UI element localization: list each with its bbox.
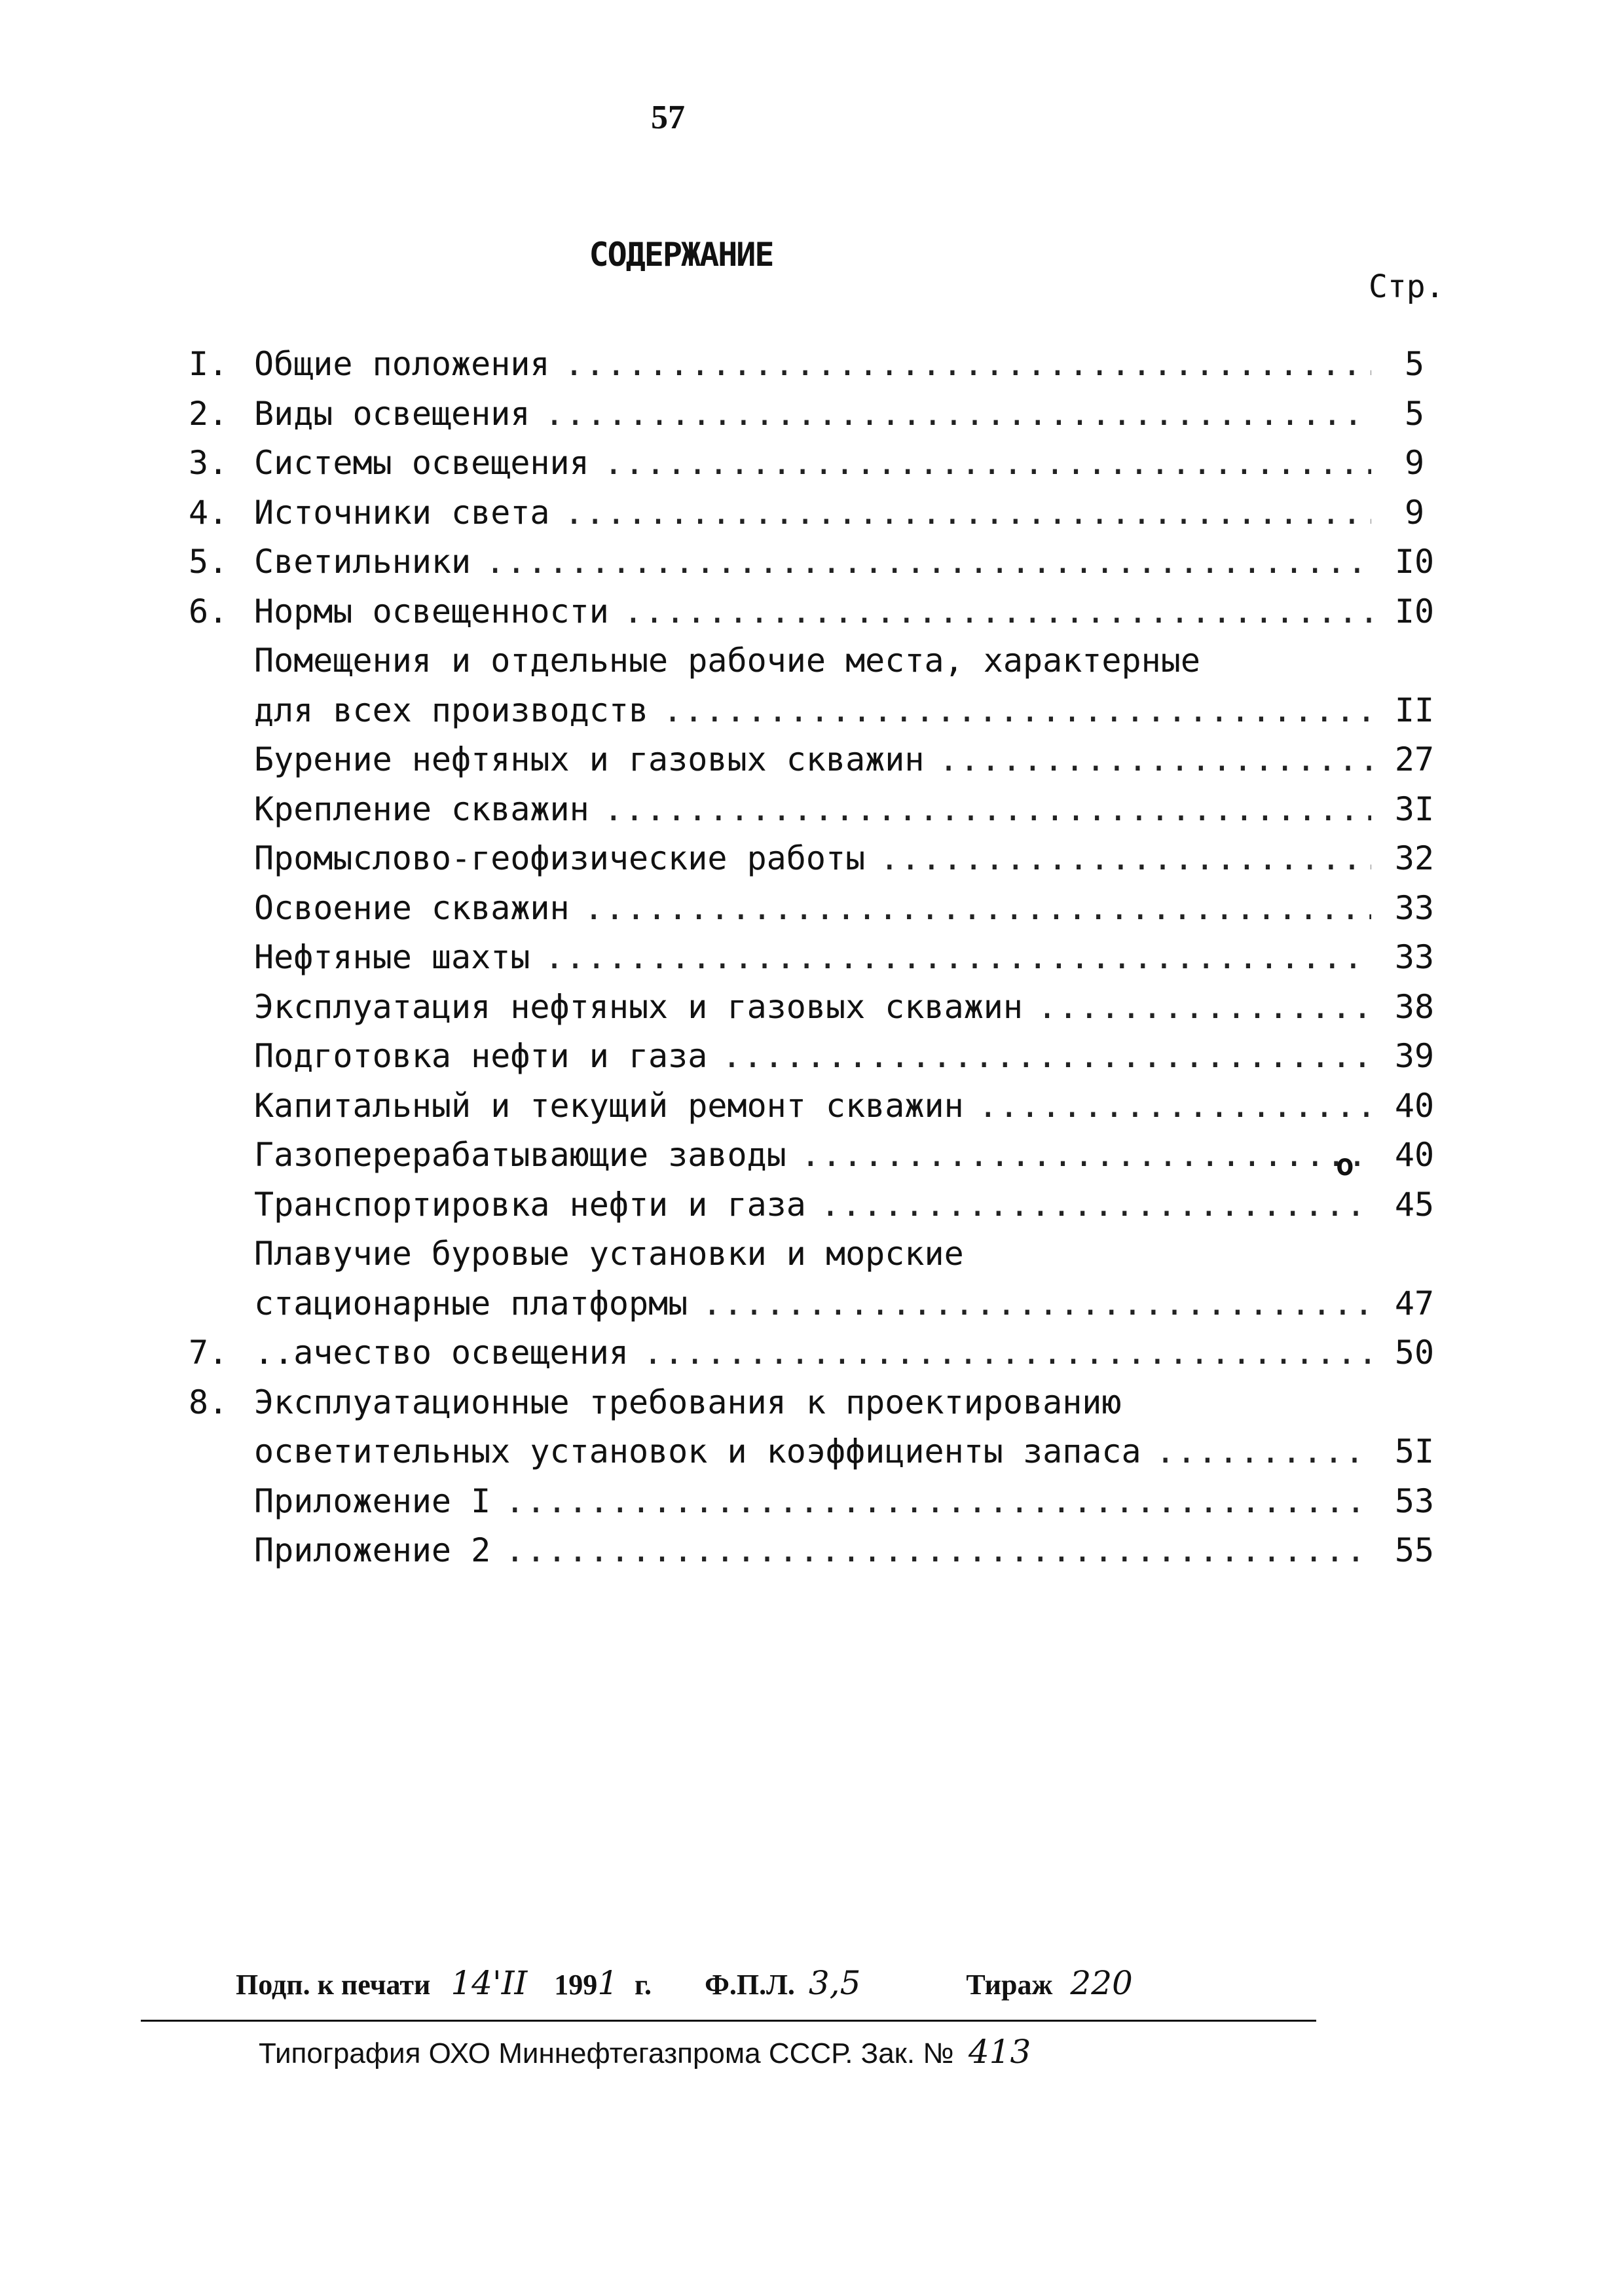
toc-entry (189, 1081, 1446, 1131)
toc-entry-page: 50 (1394, 1334, 1435, 1372)
toc-leader-dots (604, 438, 1371, 488)
toc-entry (189, 1229, 1446, 1279)
toc-entry (189, 1031, 1446, 1081)
toc-entry-title: Эксплуатация нефтяных и газовых скважин (254, 987, 1023, 1026)
print-run-value: 220 (1070, 1964, 1133, 2002)
toc-entry (189, 488, 1446, 538)
toc-leader-dots (939, 735, 1372, 784)
toc-entry (189, 735, 1446, 784)
toc-entry-title: Транспортировка нефти и газа (254, 1185, 806, 1224)
toc-entry-title: Виды освещения (254, 394, 530, 433)
toc-entry-title: Источники света (254, 493, 550, 532)
year-prefix: 199 (554, 1969, 598, 2001)
toc-entry-title: Помещения и отдельные рабочие места, характерные (254, 642, 1200, 680)
toc-entry-number: 3. (189, 444, 229, 482)
printer-line: Типография ОХО Миннефтегазпрома СССР. Зак. № (259, 2037, 954, 2069)
toc-entry-title: стационарные платформы (254, 1284, 688, 1322)
toc-entry-title: для всех производств (254, 691, 649, 729)
toc-entry-title: Промыслово-геофизические работы (254, 839, 866, 877)
toc-entry (189, 537, 1446, 587)
toc-entry-page: 55 (1394, 1531, 1435, 1569)
toc-entry-page: 27 (1394, 740, 1435, 778)
toc-entry (189, 1328, 1446, 1377)
toc-entry-title: Бурение нефтяных и газовых скважин (254, 740, 925, 778)
toc-entry (189, 1476, 1446, 1526)
toc-entry (189, 636, 1446, 685)
toc-entry-number: 4. (189, 493, 229, 532)
toc-entry-page: 5 (1404, 345, 1425, 383)
toc-leader-dots (663, 685, 1371, 735)
toc-entry (189, 1525, 1446, 1575)
toc-leader-dots (485, 537, 1371, 587)
year-suffix: 1 (597, 1964, 619, 2002)
toc-entry (189, 389, 1446, 439)
toc-entry (189, 1180, 1446, 1230)
toc-entry-title: Приложение I (254, 1482, 491, 1520)
signed-date: 14'II (451, 1964, 528, 2002)
toc-entry-title: Плавучие буровые установки и морские (254, 1235, 964, 1273)
toc-entry (189, 587, 1446, 636)
toc-entry-page: II (1394, 691, 1435, 729)
toc-leader-dots (604, 784, 1371, 834)
toc-entry (189, 685, 1446, 735)
toc-entry-number: 5. (189, 543, 229, 581)
toc-leader-dots (1156, 1427, 1371, 1476)
year-unit: г. (635, 1969, 652, 2001)
toc-entry-title: Общие положения (254, 345, 550, 383)
toc-entry (189, 883, 1446, 933)
imprint-printer (259, 2033, 1031, 2071)
toc-entry-title: Системы освещения (254, 444, 589, 482)
toc-entry-number: 6. (189, 592, 229, 630)
toc-leader-dots (505, 1525, 1371, 1575)
fpl-label: Ф.П.Л. (705, 1969, 795, 2001)
toc-leader-dots (722, 1031, 1371, 1081)
toc-entry (189, 339, 1446, 389)
toc-entry-title: Капитальный и текущий ремонт скважин (254, 1086, 964, 1125)
page-number: 57 (651, 99, 685, 136)
toc-entry-title: Светильники (254, 543, 471, 581)
toc-entry-number: 8. (189, 1383, 229, 1421)
toc-leader-dots (564, 339, 1371, 389)
toc-leader-dots (801, 1130, 1371, 1180)
toc-entry-page: 53 (1394, 1482, 1435, 1520)
toc-entry-title: Эксплуатационные требования к проектированию (254, 1383, 1122, 1421)
order-number: 413 (968, 2033, 1031, 2071)
toc-leader-dots (505, 1476, 1371, 1526)
toc-leader-dots (978, 1081, 1371, 1131)
toc-entry-page: I0 (1394, 543, 1435, 581)
toc-entry-title: Нефтяные шахты (254, 938, 530, 976)
page-column-label: Стр. (1369, 268, 1445, 305)
toc-entry (189, 833, 1446, 883)
toc-entry (189, 438, 1446, 488)
toc-leader-dots (623, 587, 1371, 636)
toc-entry-page: 32 (1394, 839, 1435, 877)
toc-entry-page: 40 (1394, 1086, 1435, 1125)
toc-entry-page: 33 (1394, 938, 1435, 976)
toc-entry-page: 9 (1404, 444, 1425, 482)
toc-entry-page: 47 (1394, 1284, 1435, 1322)
toc-entry (189, 1279, 1446, 1328)
toc-entry-number: 2. (189, 394, 229, 433)
toc-entry (189, 1427, 1446, 1476)
toc-leader-dots (1037, 982, 1371, 1032)
toc-entry-page: 5 (1404, 394, 1425, 433)
toc-entry-title: осветительных установок и коэффициенты запаса (254, 1432, 1141, 1470)
toc-leader-dots (821, 1180, 1371, 1230)
toc-entry-title: Крепление скважин (254, 790, 589, 828)
toc-entry-title: ..ачество освещения (254, 1334, 629, 1372)
toc-entry-page: 33 (1394, 888, 1435, 927)
signed-label: Подп. к печати (236, 1969, 431, 2001)
fpl-value: 3,5 (808, 1964, 861, 2002)
toc-entry-title: Приложение 2 (254, 1531, 491, 1569)
toc-entry (189, 932, 1446, 982)
toc-entry (189, 1130, 1446, 1180)
toc-entry-page: 5I (1394, 1432, 1435, 1470)
toc-entry (189, 1377, 1446, 1427)
toc-entry-number: 7. (189, 1334, 229, 1372)
toc-leader-dots (702, 1279, 1371, 1328)
toc-entry (189, 784, 1446, 834)
imprint-divider (141, 2020, 1316, 2022)
toc-entry-title: Освоение скважин (254, 888, 570, 927)
toc-title: СОДЕРЖАНИЕ (589, 236, 773, 274)
toc-entry-number: I. (189, 345, 229, 383)
imprint-signed (236, 1964, 1349, 2002)
toc-entry-page: 45 (1394, 1185, 1435, 1224)
toc-entry-page: 9 (1404, 493, 1425, 532)
toc-leader-dots (544, 389, 1371, 439)
toc-leader-dots (879, 833, 1371, 883)
toc-entry-page: I0 (1394, 592, 1435, 630)
toc-entry-title: Газоперерабатывающие заводы (254, 1136, 786, 1174)
toc-entry (189, 982, 1446, 1032)
toc-entry-title: Подготовка нефти и газа (254, 1037, 708, 1075)
toc-leader-dots (544, 932, 1371, 982)
toc-leader-dots (584, 883, 1371, 933)
toc-entry-page: 39 (1394, 1037, 1435, 1075)
toc-entry-title: Нормы освещенности (254, 592, 609, 630)
toc-leader-dots (564, 488, 1371, 538)
print-run-label: Тираж (966, 1969, 1053, 2001)
toc-leader-dots (643, 1328, 1371, 1377)
toc-entry-page: 40 (1394, 1136, 1435, 1174)
toc-entry-page: 38 (1394, 987, 1435, 1026)
toc-entry-page: 3I (1394, 790, 1435, 828)
stray-mark: o (1336, 1147, 1354, 1182)
